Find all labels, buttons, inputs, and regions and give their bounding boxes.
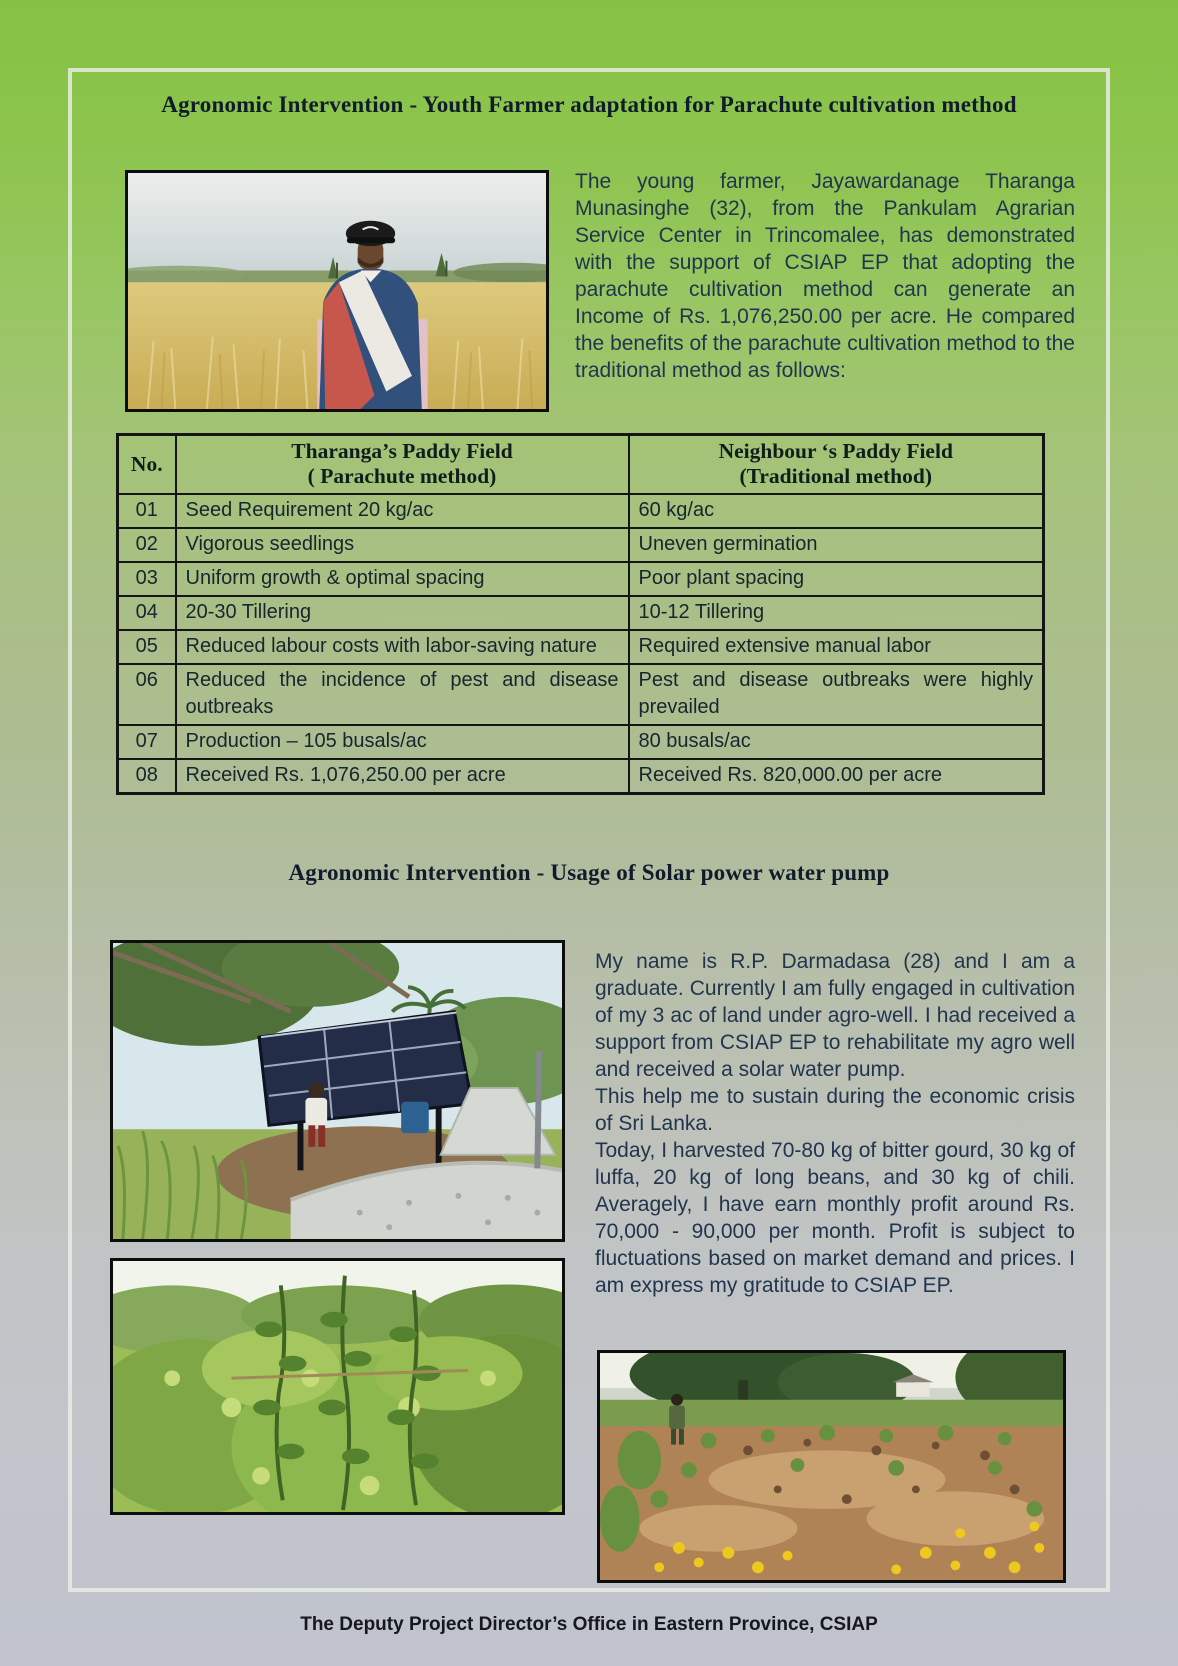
section1-paragraph [575,168,1075,384]
section1-title: Agronomic Intervention - Youth Farmer adaptation for Parachute cultivation method [161,92,1017,117]
traditional-cell: Poor plant spacing [629,562,1044,596]
table-header-row [118,435,1044,494]
row-number: 08 [118,759,176,794]
solar-pump-illustration [113,943,562,1239]
table-row [118,725,1044,759]
bean-garden-photo [110,1258,565,1515]
header-no: No. [118,435,176,494]
traditional-cell: 60 kg/ac [629,494,1044,528]
traditional-cell: 80 busals/ac [629,725,1044,759]
table-row [118,494,1044,528]
paragraph-text: Today, I harvested 70-80 kg of bitter gourd, 30 kg of luffa, 20 kg of long beans, and 30 kg of chili. Averagely, I have earn monthly profit around Rs. 70,000 - 90,000 per month. Profit is subject to fluctuations based on market demand and prices. I am express my gratitude to CSIAP EP. [595,1139,1075,1297]
traditional-cell: Pest and disease outbreaks were highly prevailed [629,664,1044,725]
farmer-paddy-photo [125,170,549,412]
parachute-cell: Vigorous seedlings [176,528,629,562]
traditional-cell: Required extensive manual labor [629,630,1044,664]
paragraph-text: My name is R.P. Darmadasa (28) and I am a graduate. Currently I am fully engaged in cultivation of my 3 ac of land under agro-well. I had received a support from CSIAP EP to rehabilitate my agro well and received a solar water pump. [595,950,1075,1081]
parachute-cell: Reduced the incidence of pest and disease outbreaks [176,664,629,725]
pipe [537,1051,539,1169]
table-row [118,759,1044,794]
section2-title: Agronomic Intervention - Usage of Solar power water pump [288,860,890,885]
comparison-table [116,433,1045,795]
bean-garden-illustration [113,1261,562,1512]
paragraph-text: This help me to sustain during the economic crisis of Sri Lanka. [595,1085,1075,1135]
row-number: 07 [118,725,176,759]
table-row [118,562,1044,596]
table-row [118,528,1044,562]
farmer-paddy-illustration [128,173,546,409]
chili-field-illustration [600,1353,1063,1580]
table-row [118,664,1044,725]
parachute-cell: Uniform growth & optimal spacing [176,562,629,596]
row-number: 02 [118,528,176,562]
foliage [113,1329,562,1512]
table-row [118,596,1044,630]
parachute-cell: Seed Requirement 20 kg/ac [176,494,629,528]
traditional-cell: 10-12 Tillering [629,596,1044,630]
traditional-cell: Received Rs. 820,000.00 per acre [629,759,1044,794]
page-footer: The Deputy Project Director’s Office in Eastern Province, CSIAP [300,1614,878,1635]
row-number: 06 [118,664,176,725]
header-parachute: Tharanga’s Paddy Field ( Parachute method) [176,435,629,494]
row-number: 04 [118,596,176,630]
parachute-cell: Reduced labour costs with labor-saving nature [176,630,629,664]
paragraph-text: The young farmer, Jayawardanage Tharanga Munasinghe (32), from the Pankulam Agrarian Service Center in Trincomalee, has demonstrated with the support of CSIAP EP that adopting the parachute cultivation method can generate an Income of Rs. 1,076,250.00 per acre. He compared the benefits of the parachute cultivation method to the traditional method as follows: [575,170,1075,382]
section2-paragraphs [595,948,1075,1299]
parachute-cell: Received Rs. 1,076,250.00 per acre [176,759,629,794]
table-row [118,630,1044,664]
header-traditional: Neighbour ‘s Paddy Field (Traditional method) [629,435,1044,494]
solar-pump-photo [110,940,565,1242]
chili-field-photo [597,1350,1066,1583]
row-number: 03 [118,562,176,596]
parachute-cell: Production – 105 busals/ac [176,725,629,759]
traditional-cell: Uneven germination [629,528,1044,562]
row-number: 05 [118,630,176,664]
water-barrel [401,1102,429,1133]
parachute-cell: 20-30 Tillering [176,596,629,630]
row-number: 01 [118,494,176,528]
